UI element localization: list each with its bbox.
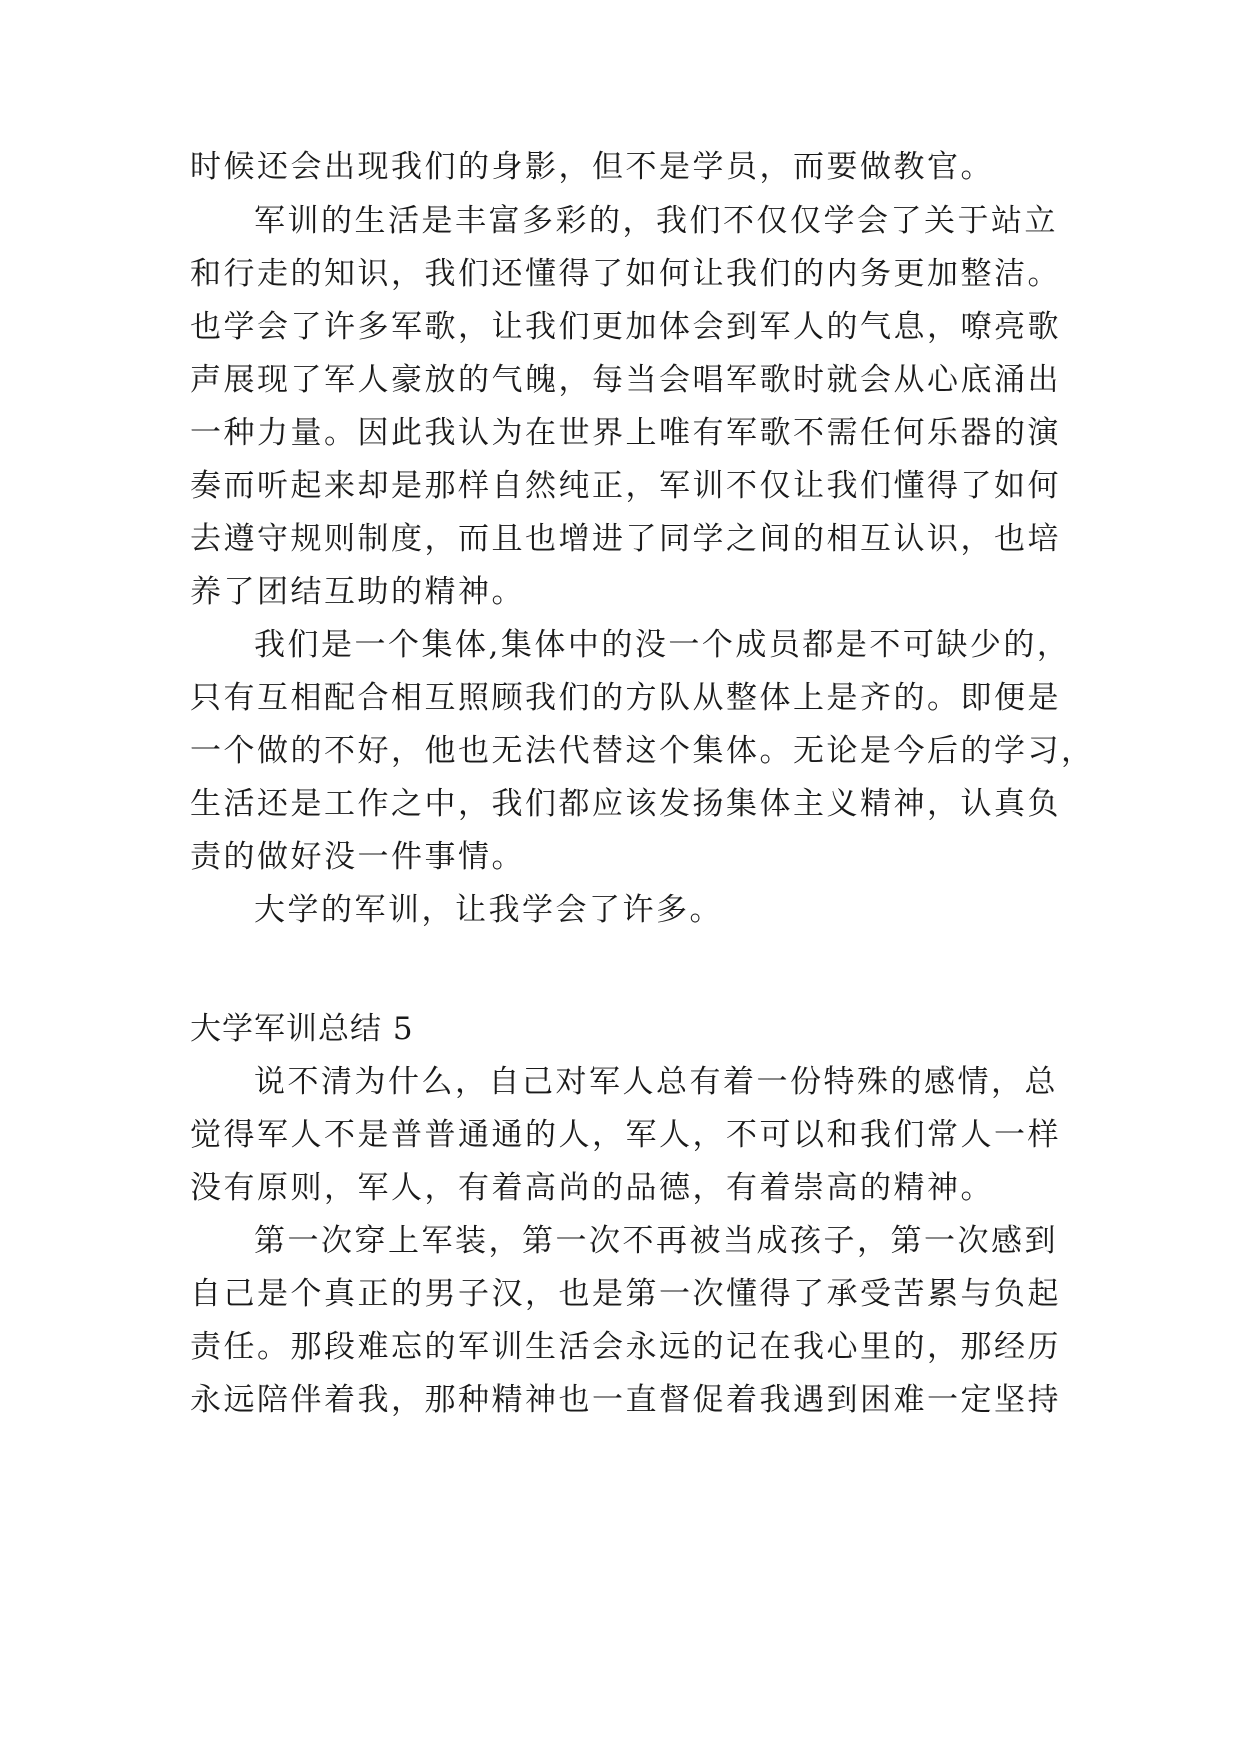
- paragraph-first-line: 第一次穿上军装，第一次不再被当成孩子，第一次感到: [254, 1223, 1058, 1259]
- text-line: 责任。那段难忘的军训生活会永远的记在我心里的，那经历: [190, 1329, 1061, 1365]
- text-line: 时候还会出现我们的身影，但不是学员，而要做教官。: [190, 149, 994, 185]
- text-line: 也学会了许多军歌，让我们更加体会到军人的气息，嘹亮歌: [190, 309, 1061, 345]
- text-line: 奏而听起来却是那样自然纯正，军训不仅让我们懂得了如何: [190, 468, 1061, 504]
- text-line: 一种力量。因此我认为在世界上唯有军歌不需任何乐器的演: [190, 415, 1061, 451]
- paragraph-first-line: 说不清为什么，自己对军人总有着一份特殊的感情，总: [254, 1064, 1058, 1100]
- text-line: 责的做好没一件事情。: [190, 839, 525, 875]
- text-line: 永远陪伴着我，那种精神也一直督促着我遇到困难一定坚持: [190, 1382, 1061, 1418]
- section-heading: 大学军训总结 5: [190, 1011, 414, 1047]
- text-line: 生活还是工作之中，我们都应该发扬集体主义精神，认真负: [190, 786, 1061, 822]
- text-line: 没有原则，军人，有着高尚的品德，有着崇高的精神。: [190, 1170, 994, 1206]
- text-line: 去遵守规则制度，而且也增进了同学之间的相互认识，也培: [190, 521, 1061, 557]
- text-line: 养了团结互助的精神。: [190, 574, 525, 610]
- paragraph-first-line: 军训的生活是丰富多彩的，我们不仅仅学会了关于站立: [254, 203, 1058, 239]
- text-line: 和行走的知识，我们还懂得了如何让我们的内务更加整洁。: [190, 256, 1061, 292]
- text-line: 觉得军人不是普普通通的人，军人，不可以和我们常人一样: [190, 1117, 1061, 1153]
- text-line: 自己是个真正的男子汉，也是第一次懂得了承受苦累与负起: [190, 1276, 1061, 1312]
- paragraph-first-line: 我们是一个集体,集体中的没一个成员都是不可缺少的，: [254, 627, 1071, 663]
- text-line: 一个做的不好，他也无法代替这个集体。无论是今后的学习，: [190, 733, 1095, 769]
- text-line: 只有互相配合相互照顾我们的方队从整体上是齐的。即便是: [190, 680, 1061, 716]
- paragraph-first-line: 大学的军训，让我学会了许多。: [254, 892, 723, 928]
- text-line: 声展现了军人豪放的气魄，每当会唱军歌时就会从心底涌出: [190, 362, 1061, 398]
